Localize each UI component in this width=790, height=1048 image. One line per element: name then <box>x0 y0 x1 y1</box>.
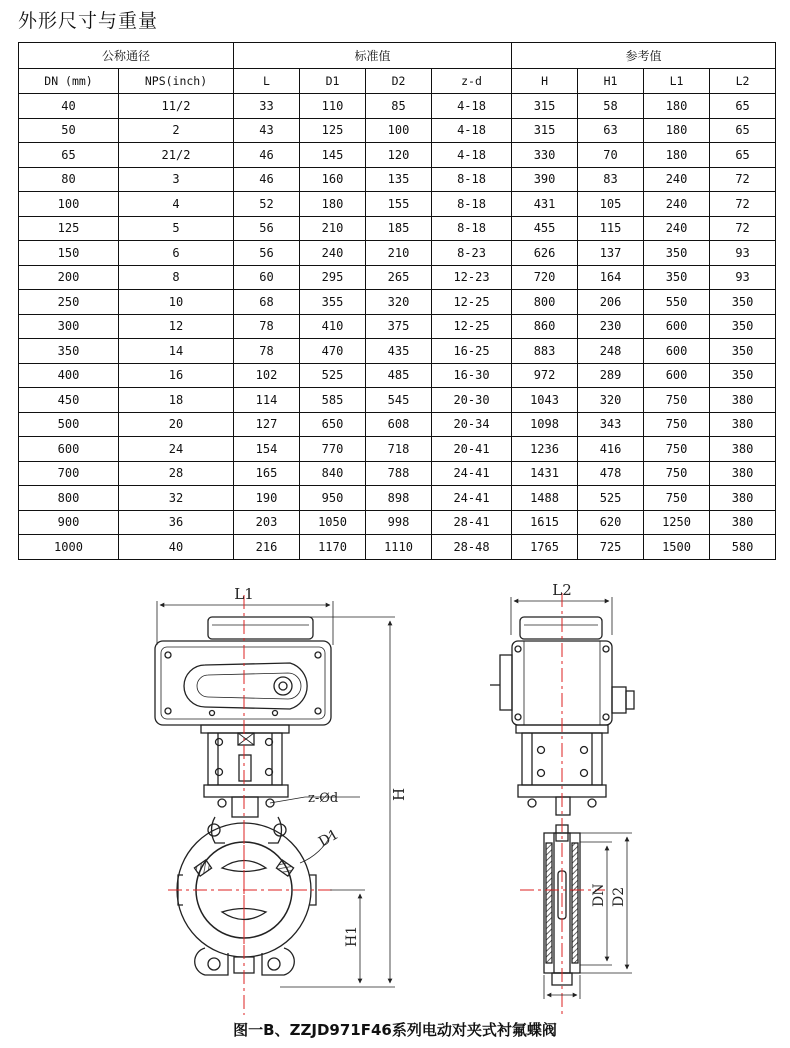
table-cell: 127 <box>234 412 300 437</box>
table-row <box>19 118 776 143</box>
table-cell: 115 <box>578 216 644 241</box>
table-cell: 750 <box>644 486 710 511</box>
table-cell: 72 <box>710 167 776 192</box>
table-cell: 718 <box>366 437 432 462</box>
table-cell: 525 <box>578 486 644 511</box>
table-cell: 72 <box>710 216 776 241</box>
table-cell: 1050 <box>300 510 366 535</box>
table-cell: 320 <box>366 290 432 315</box>
table-cell: 65 <box>710 94 776 119</box>
table-cell: 16-25 <box>432 339 512 364</box>
table-cell: 8-18 <box>432 216 512 241</box>
table-cell: 230 <box>578 314 644 339</box>
label-dn: DN <box>591 883 607 907</box>
table-cell: 2 <box>119 118 234 143</box>
table-cell: 750 <box>644 412 710 437</box>
table-cell: 840 <box>300 461 366 486</box>
label-l2: L2 <box>552 581 572 599</box>
table-cell: 50 <box>19 118 119 143</box>
table-cell: 525 <box>300 363 366 388</box>
column-header: H1 <box>578 69 644 94</box>
table-cell: 46 <box>234 167 300 192</box>
table-cell: 24-41 <box>432 486 512 511</box>
table-cell: 300 <box>19 314 119 339</box>
table-cell: 725 <box>578 535 644 560</box>
table-cell: 14 <box>119 339 234 364</box>
table-cell: 1615 <box>512 510 578 535</box>
table-cell: 4-18 <box>432 118 512 143</box>
table-cell: 114 <box>234 388 300 413</box>
table-cell: 70 <box>578 143 644 168</box>
table-cell: 998 <box>366 510 432 535</box>
table-body <box>19 94 776 560</box>
table-row <box>19 339 776 364</box>
table-cell: 180 <box>644 94 710 119</box>
table-cell: 155 <box>366 192 432 217</box>
table-cell: 21/2 <box>119 143 234 168</box>
table-row <box>19 265 776 290</box>
table-row <box>19 94 776 119</box>
table-cell: 380 <box>710 412 776 437</box>
table-row <box>19 241 776 266</box>
table-cell: 102 <box>234 363 300 388</box>
table-cell: 240 <box>644 192 710 217</box>
table-cell: 125 <box>19 216 119 241</box>
table-cell: 10 <box>119 290 234 315</box>
table-cell: 33 <box>234 94 300 119</box>
table-cell: 350 <box>710 363 776 388</box>
table-cell: 416 <box>578 437 644 462</box>
table-cell: 100 <box>19 192 119 217</box>
table-cell: 600 <box>644 339 710 364</box>
table-cell: 1431 <box>512 461 578 486</box>
table-cell: 72 <box>710 192 776 217</box>
table-cell: 210 <box>366 241 432 266</box>
page-title: 外形尺寸与重量 <box>18 10 159 32</box>
table-cell: 700 <box>19 461 119 486</box>
table-cell: 20-41 <box>432 437 512 462</box>
table-cell: 160 <box>300 167 366 192</box>
table-cell: 289 <box>578 363 644 388</box>
table-cell: 12-25 <box>432 290 512 315</box>
table-cell: 770 <box>300 437 366 462</box>
table-cell: 295 <box>300 265 366 290</box>
table-cell: 380 <box>710 461 776 486</box>
table-cell: 60 <box>234 265 300 290</box>
table-cell: 210 <box>300 216 366 241</box>
column-header-row <box>19 69 776 94</box>
table-cell: 626 <box>512 241 578 266</box>
table-cell: 343 <box>578 412 644 437</box>
table-cell: 750 <box>644 437 710 462</box>
table-cell: 68 <box>234 290 300 315</box>
table-cell: 12-23 <box>432 265 512 290</box>
table-cell: 350 <box>644 241 710 266</box>
table-row <box>19 167 776 192</box>
table-cell: 135 <box>366 167 432 192</box>
table-cell: 750 <box>644 388 710 413</box>
table-cell: 65 <box>19 143 119 168</box>
table-cell: 380 <box>710 437 776 462</box>
table-cell: 154 <box>234 437 300 462</box>
table-cell: 65 <box>710 118 776 143</box>
table-cell: 898 <box>366 486 432 511</box>
table-cell: 180 <box>300 192 366 217</box>
table-cell: 28 <box>119 461 234 486</box>
table-cell: 410 <box>300 314 366 339</box>
table-cell: 400 <box>19 363 119 388</box>
table-cell: 350 <box>19 339 119 364</box>
table-cell: 164 <box>578 265 644 290</box>
table-cell: 36 <box>119 510 234 535</box>
table-cell: 550 <box>644 290 710 315</box>
table-cell: 431 <box>512 192 578 217</box>
table-cell: 16-30 <box>432 363 512 388</box>
table-cell: 78 <box>234 314 300 339</box>
table-cell: 125 <box>300 118 366 143</box>
table-cell: 93 <box>710 265 776 290</box>
table-cell: 1043 <box>512 388 578 413</box>
figure-caption: 图一B、ZZJD971F46系列电动对夹式衬氟蝶阀 <box>233 1021 557 1039</box>
table-cell: 375 <box>366 314 432 339</box>
table-cell: 65 <box>710 143 776 168</box>
column-header: L <box>234 69 300 94</box>
label-zd: z-Ød <box>308 791 339 806</box>
table-cell: 600 <box>19 437 119 462</box>
table-cell: 900 <box>19 510 119 535</box>
table-cell: 545 <box>366 388 432 413</box>
table-cell: 478 <box>578 461 644 486</box>
valve-drawing <box>0 575 790 1015</box>
column-header: L1 <box>644 69 710 94</box>
table-cell: 8-18 <box>432 167 512 192</box>
table-row <box>19 486 776 511</box>
table-cell: 190 <box>234 486 300 511</box>
table-row <box>19 437 776 462</box>
label-d2: D2 <box>611 886 627 907</box>
table-cell: 28-48 <box>432 535 512 560</box>
table-cell: 1098 <box>512 412 578 437</box>
table-cell: 145 <box>300 143 366 168</box>
table-cell: 5 <box>119 216 234 241</box>
table-cell: 435 <box>366 339 432 364</box>
table-cell: 93 <box>710 241 776 266</box>
table-cell: 180 <box>644 118 710 143</box>
table-row <box>19 192 776 217</box>
column-header: D1 <box>300 69 366 94</box>
table-row <box>19 143 776 168</box>
table-row <box>19 412 776 437</box>
table-cell: 585 <box>300 388 366 413</box>
table-cell: 485 <box>366 363 432 388</box>
table-cell: 100 <box>366 118 432 143</box>
table-cell: 265 <box>366 265 432 290</box>
table-cell: 40 <box>19 94 119 119</box>
table-row <box>19 216 776 241</box>
table-cell: 206 <box>578 290 644 315</box>
group-header-row <box>19 43 776 69</box>
table-cell: 1765 <box>512 535 578 560</box>
column-header: z-d <box>432 69 512 94</box>
table-cell: 20 <box>119 412 234 437</box>
side-dimensions <box>544 833 632 999</box>
table-cell: 216 <box>234 535 300 560</box>
table-cell: 455 <box>512 216 578 241</box>
column-header: NPS(inch) <box>119 69 234 94</box>
table-row <box>19 290 776 315</box>
table-cell: 6 <box>119 241 234 266</box>
table-cell: 56 <box>234 241 300 266</box>
table-cell: 150 <box>19 241 119 266</box>
table-cell: 1236 <box>512 437 578 462</box>
table-cell: 185 <box>366 216 432 241</box>
label-h: H <box>390 787 408 801</box>
table-row <box>19 461 776 486</box>
label-h1: H1 <box>344 925 360 947</box>
table-cell: 500 <box>19 412 119 437</box>
table-cell: 860 <box>512 314 578 339</box>
table-cell: 350 <box>710 339 776 364</box>
table-cell: 355 <box>300 290 366 315</box>
table-cell: 63 <box>578 118 644 143</box>
table-cell: 46 <box>234 143 300 168</box>
table-cell: 20-34 <box>432 412 512 437</box>
table-cell: 3 <box>119 167 234 192</box>
table-cell: 350 <box>644 265 710 290</box>
table-cell: 137 <box>578 241 644 266</box>
table-cell: 800 <box>19 486 119 511</box>
table-cell: 750 <box>644 461 710 486</box>
table-cell: 43 <box>234 118 300 143</box>
table-cell: 1170 <box>300 535 366 560</box>
table-cell: 800 <box>512 290 578 315</box>
table-cell: 120 <box>366 143 432 168</box>
table-cell: 85 <box>366 94 432 119</box>
group-header: 公称通径 <box>19 43 234 69</box>
table-cell: 580 <box>710 535 776 560</box>
table-cell: 40 <box>119 535 234 560</box>
group-header: 标准值 <box>234 43 512 69</box>
table-cell: 200 <box>19 265 119 290</box>
table-cell: 608 <box>366 412 432 437</box>
table-cell: 315 <box>512 118 578 143</box>
column-header: D2 <box>366 69 432 94</box>
table-row <box>19 535 776 560</box>
table-cell: 470 <box>300 339 366 364</box>
table-cell: 105 <box>578 192 644 217</box>
table-cell: 390 <box>512 167 578 192</box>
table-cell: 32 <box>119 486 234 511</box>
table-cell: 883 <box>512 339 578 364</box>
table-cell: 248 <box>578 339 644 364</box>
table-cell: 950 <box>300 486 366 511</box>
table-cell: 78 <box>234 339 300 364</box>
table-cell: 80 <box>19 167 119 192</box>
table-cell: 12-25 <box>432 314 512 339</box>
side-centerlines <box>520 593 605 1015</box>
table-cell: 380 <box>710 388 776 413</box>
table-cell: 720 <box>512 265 578 290</box>
table-row <box>19 363 776 388</box>
table-cell: 28-41 <box>432 510 512 535</box>
table-cell: 620 <box>578 510 644 535</box>
table-cell: 4-18 <box>432 94 512 119</box>
table-cell: 972 <box>512 363 578 388</box>
table-cell: 788 <box>366 461 432 486</box>
column-header: DN (mm) <box>19 69 119 94</box>
column-header: L2 <box>710 69 776 94</box>
table-cell: 18 <box>119 388 234 413</box>
table-cell: 1500 <box>644 535 710 560</box>
table-cell: 380 <box>710 510 776 535</box>
table-cell: 1000 <box>19 535 119 560</box>
table-cell: 240 <box>300 241 366 266</box>
table-cell: 8-18 <box>432 192 512 217</box>
label-d1: D1 <box>316 826 342 851</box>
table-cell: 380 <box>710 486 776 511</box>
table-cell: 240 <box>644 216 710 241</box>
table-cell: 24-41 <box>432 461 512 486</box>
table-cell: 240 <box>644 167 710 192</box>
table-cell: 8-23 <box>432 241 512 266</box>
table-row <box>19 388 776 413</box>
table-cell: 600 <box>644 363 710 388</box>
table-cell: 16 <box>119 363 234 388</box>
table-cell: 56 <box>234 216 300 241</box>
label-l1: L1 <box>234 585 254 603</box>
table-row <box>19 314 776 339</box>
dimension-table <box>18 42 776 560</box>
table-cell: 4 <box>119 192 234 217</box>
table-cell: 600 <box>644 314 710 339</box>
table-cell: 83 <box>578 167 644 192</box>
table-cell: 1110 <box>366 535 432 560</box>
column-header: H <box>512 69 578 94</box>
table-cell: 650 <box>300 412 366 437</box>
table-cell: 450 <box>19 388 119 413</box>
table-cell: 1250 <box>644 510 710 535</box>
table-cell: 20-30 <box>432 388 512 413</box>
group-header: 参考值 <box>512 43 776 69</box>
table-cell: 110 <box>300 94 366 119</box>
table-cell: 24 <box>119 437 234 462</box>
table-cell: 330 <box>512 143 578 168</box>
table-cell: 180 <box>644 143 710 168</box>
table-cell: 58 <box>578 94 644 119</box>
table-cell: 1488 <box>512 486 578 511</box>
table-cell: 12 <box>119 314 234 339</box>
table-cell: 8 <box>119 265 234 290</box>
table-cell: 250 <box>19 290 119 315</box>
table-cell: 320 <box>578 388 644 413</box>
table-cell: 52 <box>234 192 300 217</box>
table-cell: 315 <box>512 94 578 119</box>
table-cell: 350 <box>710 290 776 315</box>
table-cell: 203 <box>234 510 300 535</box>
table-cell: 4-18 <box>432 143 512 168</box>
table-cell: 350 <box>710 314 776 339</box>
table-cell: 11/2 <box>119 94 234 119</box>
table-row <box>19 510 776 535</box>
table-cell: 165 <box>234 461 300 486</box>
